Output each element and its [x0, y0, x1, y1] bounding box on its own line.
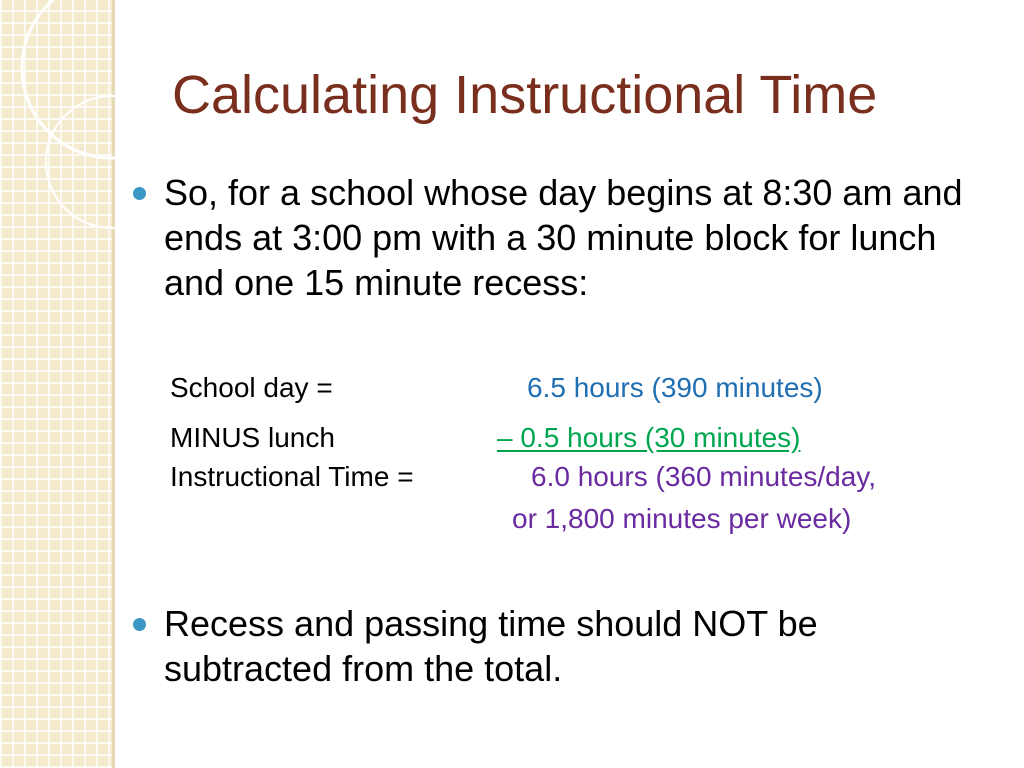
minus-lunch-value: – 0.5 hours (30 minutes): [497, 422, 801, 453]
bullet-item-intro: [164, 170, 984, 305]
decorative-circle-small: [46, 96, 130, 228]
school-day-value: 6.5 hours (390 minutes): [527, 372, 823, 403]
instructional-time-value-line1: 6.0 hours (360 minutes/day,: [531, 461, 877, 492]
bullet-text-intro: So, for a school whose day begins at 8:30 am and ends at 3:00 pm with a 30 minute block for lunch and one 15 minute recess:: [164, 172, 963, 303]
decorative-circles-graphic: [0, 0, 130, 768]
bullet-item-recess-note: [164, 601, 984, 691]
bullet-marker-icon: [133, 618, 146, 631]
bullet-text-recess-note: Recess and passing time should NOT be subtracted from the total.: [164, 603, 818, 689]
instructional-time-label: Instructional Time =: [170, 461, 414, 492]
instructional-time-value-line2: or 1,800 minutes per week): [512, 503, 852, 534]
school-day-label: School day =: [170, 372, 333, 403]
decorative-circle-large: [22, 0, 130, 158]
minus-lunch-label: MINUS lunch: [170, 422, 335, 453]
bullet-marker-icon: [133, 187, 146, 200]
slide-title: Calculating Instructional Time: [172, 65, 878, 125]
